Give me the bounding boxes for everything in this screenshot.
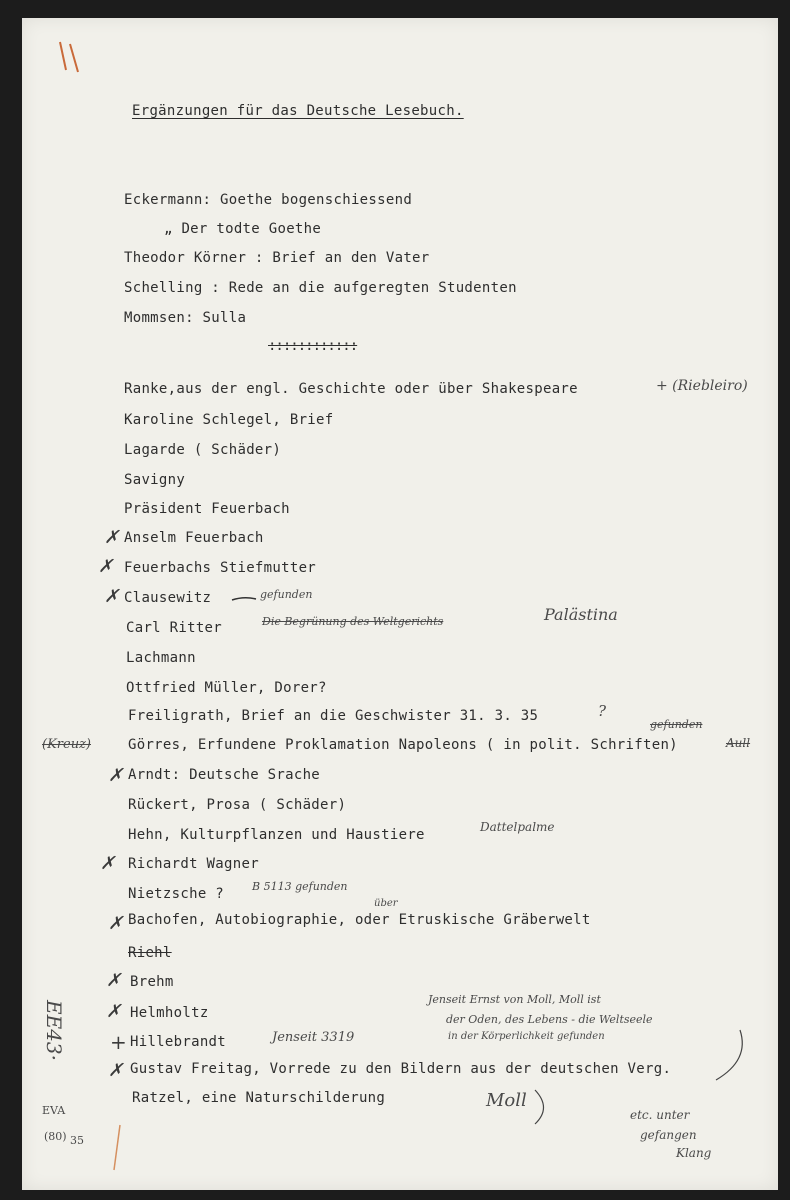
entry-lagarde: Lagarde ( Schäder) [124, 442, 282, 458]
note-line: in der Körperlichkeit gefunden [448, 1031, 605, 1042]
entry-arndt: Arndt: Deutsche Srache [128, 767, 321, 783]
annotation-hillebrandt: Jenseit 3319 [272, 1030, 355, 1045]
entry-bachofen: Bachofen, Autobiographie, oder Etruskische Gräberwelt [128, 912, 591, 928]
note-line: etc. unter [630, 1108, 690, 1122]
annotation-freiligrath: ? [598, 702, 607, 720]
entry-todte-goethe: „ Der todte Goethe [164, 221, 322, 237]
entry-wagner: Richardt Wagner [128, 856, 259, 872]
note-line: Jenseit Ernst von Moll, Moll ist [428, 993, 601, 1006]
entry-brehm: Brehm [130, 974, 174, 990]
entry-goerres: Görres, Erfundene Proklamation Napoleons ( in polit. Schriften) [128, 737, 678, 753]
entry-schelling: Schelling : Rede an die aufgeregten Studenten [124, 280, 517, 296]
entry-ranke: Ranke,aus der engl. Geschichte oder über Shakespeare [124, 381, 578, 397]
annotation-bachofen: über [374, 898, 398, 909]
separator-line: :::::::::::: [268, 338, 358, 354]
entry-koerner: Theodor Körner : Brief an den Vater [124, 250, 430, 266]
margin-mark: 35 [70, 1134, 84, 1147]
annotation-goerres-above: gefunden [650, 718, 703, 731]
note-line: der Oden, des Lebens - die Weltseele [446, 1013, 653, 1026]
x-mark-icon: ✗ [108, 913, 124, 934]
entry-savigny: Savigny [124, 472, 186, 488]
entry-mommsen: Mommsen: Sulla [124, 310, 247, 326]
entry-rueckert: Rückert, Prosa ( Schäder) [128, 797, 347, 813]
margin-mark: EVA [42, 1104, 66, 1117]
entry-carl-ritter: Carl Ritter [126, 620, 223, 636]
entry-hehn: Hehn, Kulturpflanzen und Haustiere [128, 827, 425, 843]
annotation-goerres-right: Aull [726, 736, 751, 750]
entry-ratzel: Ratzel, eine Naturschilderung [132, 1090, 386, 1106]
x-mark-icon: ✗ [108, 1060, 124, 1081]
x-mark-icon: ✗ [104, 527, 120, 548]
annotation-hehn: Dattelpalme [480, 820, 555, 834]
x-mark-icon: ✗ [98, 556, 114, 577]
x-mark-icon: ✗ [108, 765, 124, 786]
entry-karoline-schlegel: Karoline Schlegel, Brief [124, 412, 334, 428]
x-mark-icon: ✗ [106, 1001, 122, 1022]
annotation-ratzel: Moll [486, 1090, 527, 1111]
entry-riehl: Riehl [128, 945, 172, 961]
entry-freiligrath: Freiligrath, Brief an die Geschwister 31. 3. 35 [128, 708, 539, 724]
x-mark-icon: ✗ [106, 970, 122, 991]
entry-clausewitz: Clausewitz [124, 590, 212, 606]
annotation-clausewitz: gefunden [260, 588, 313, 601]
entry-hillebrandt: Hillebrandt [130, 1034, 227, 1050]
x-mark-icon: ✗ [100, 853, 116, 874]
entry-gustav-freitag: Gustav Freitag, Vorrede zu den Bildern aus der deutschen Verg. [130, 1061, 672, 1077]
x-mark-icon: ✗ [104, 586, 120, 607]
entry-feuerbachs-stiefmutter: Feuerbachs Stiefmutter [124, 560, 317, 576]
document-title: Ergänzungen für das Deutsche Lesebuch. [132, 103, 464, 119]
entry-nietzsche: Nietzsche ? [128, 886, 225, 902]
entry-anselm-feuerbach: Anselm Feuerbach [124, 530, 264, 546]
entry-eckermann: Eckermann: Goethe bogenschiessend [124, 192, 413, 208]
annotation-nietzsche: B 5113 gefunden [252, 880, 348, 893]
entry-ottfried-mueller: Ottfried Müller, Dorer? [126, 680, 327, 696]
annotation-ritter-struck: Die Begrünung des Weltgerichts [262, 615, 444, 628]
entry-praesident-feuerbach: Präsident Feuerbach [124, 501, 290, 517]
plus-mark-icon: + [110, 1030, 127, 1054]
annotation-ranke: + (Riebleiro) [656, 378, 748, 394]
note-line: Klang [676, 1146, 712, 1160]
annotation-goerres-left: (Kreuz) [42, 737, 91, 752]
annotation-margin-number: EE43· [42, 1000, 66, 1062]
annotation-ritter: Palästina [544, 605, 618, 624]
entry-lachmann: Lachmann [126, 650, 196, 666]
margin-mark: (80) [44, 1130, 67, 1143]
entry-helmholtz: Helmholtz [130, 1005, 209, 1021]
note-line: gefangen [640, 1128, 697, 1142]
